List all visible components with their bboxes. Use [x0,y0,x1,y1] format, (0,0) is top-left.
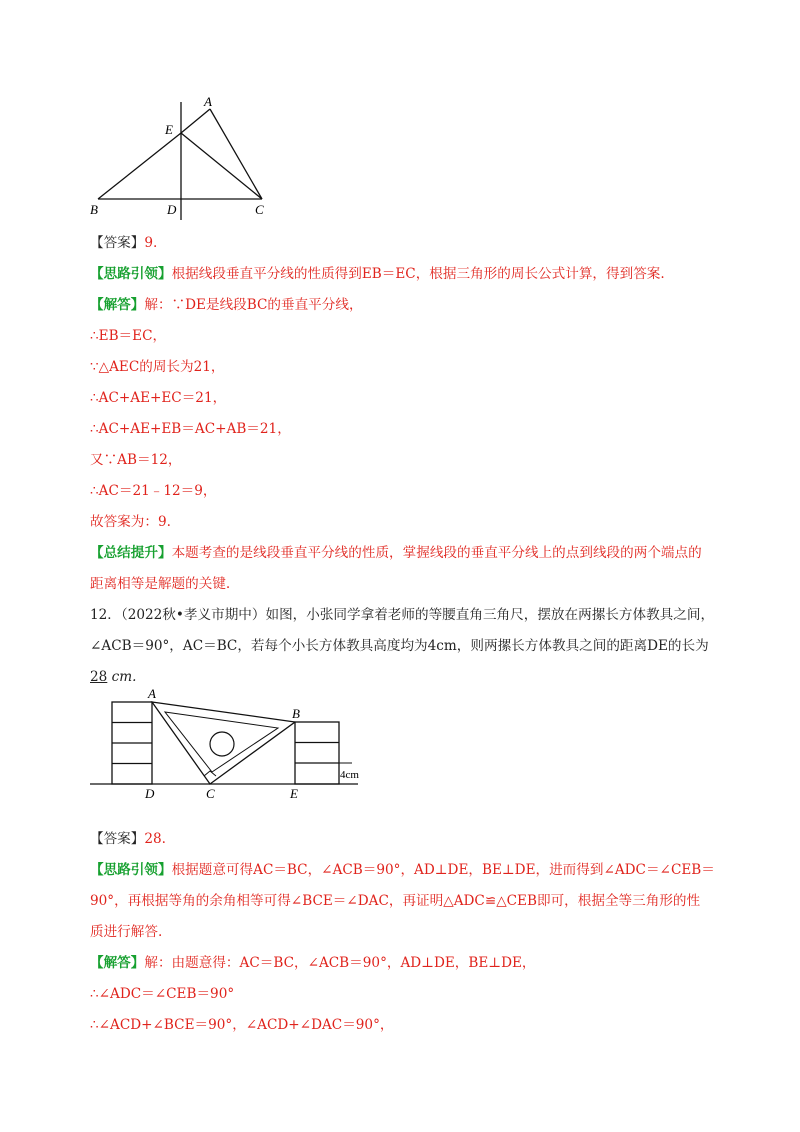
label-A: A [148,686,156,701]
label-B: B [292,706,300,721]
question-number: 12． [90,607,121,623]
q11-step-7: 故答案为：9. [90,514,171,530]
q12-solution-line [90,953,800,973]
label-E: E [290,786,298,800]
q12-step-1: ∴∠ADC＝∠CEB＝90° [90,986,235,1002]
solution-start: 解：∵DE是线段BC的垂直平分线， [144,297,363,313]
q12-hint-line-2: 90°，再根据等角的余角相等可得∠BCE＝∠DAC，再证明△ADC≌△CEB即可，根据全等三角形的性 [90,893,701,909]
hint-text: 根据线段垂直平分线的性质得到EB＝EC，根据三角形的周长公式计算，得到答案. [171,266,665,282]
q12-hint-line-1 [90,860,800,880]
q12-hint-line-3: 质进行解答. [90,924,163,940]
label-E: E [165,122,173,137]
summary-tag: 【总结提升】 [90,545,172,561]
solution-start: 解：由题意得：AC＝BC，∠ACB＝90°，AD⊥DE，BE⊥DE， [144,955,536,971]
height-label: 4cm [340,769,359,781]
q11-step-6: ∴AC＝21﹣12＝9， [90,483,217,499]
label-D: D [145,786,155,800]
blank-answer: 28 [90,669,108,685]
label-C: C [255,202,264,217]
label-D: D [167,202,177,217]
figure-triangle-between-blocks [90,686,360,800]
label-C: C [206,786,215,800]
hint-tag: 【思路引领】 [90,862,172,878]
summary-text-1: 本题考查的是线段垂直平分线的性质，掌握线段的垂直平分线上的点到线段的两个端点的 [171,545,702,561]
hint-tag: 【思路引领】 [90,266,172,282]
q11-summary-line-2: 距离相等是解题的关键. [90,576,231,592]
answer-value: 9. [144,235,158,251]
answer-value: 28. [144,831,166,847]
unit: cm. [111,669,137,685]
q11-step-1: ∴EB＝EC， [90,328,167,344]
q11-hint-line [90,264,800,284]
label-A: A [204,94,212,109]
q11-step-2: ∵△AEC的周长为21， [90,359,225,375]
q11-step-3: ∴AC+AE+EC＝21， [90,390,227,406]
q12-question-line-1 [90,605,800,625]
q12-question-line-2: ∠ACB＝90°，AC＝BC，若每个小长方体教具高度均为4cm，则两摞长方体教具之间的距离DE的长为 [90,638,709,654]
q12-question-line-3 [90,667,800,687]
q11-answer-line [90,233,800,253]
solution-tag: 【解答】 [90,955,145,971]
q12-step-2: ∴∠ACD+∠BCE＝90°，∠ACD+∠DAC＝90°， [90,1017,394,1033]
q11-step-4: ∴AC+AE+EB＝AC+AB＝21， [90,421,291,437]
answer-tag: 【答案】 [90,235,145,251]
hint-text-1: 根据题意可得AC＝BC，∠ACB＝90°，AD⊥DE，BE⊥DE，进而得到∠ADC＝∠CEB＝ [171,862,715,878]
figure-triangle-perpendicular-bisector [80,92,280,222]
answer-tag: 【答案】 [90,831,145,847]
q12-answer-line [90,829,800,849]
solution-tag: 【解答】 [90,297,145,313]
q11-step-5: 又∵AB＝12， [90,452,182,468]
q11-solution-line [90,295,800,315]
question-text-1: （2022秋•孝义市期中）如图，小张同学拿着老师的等腰直角三角尺，摆放在两摞长方体教具之间， [120,607,715,623]
q11-summary-line-1 [90,543,800,563]
label-B: B [90,202,98,217]
